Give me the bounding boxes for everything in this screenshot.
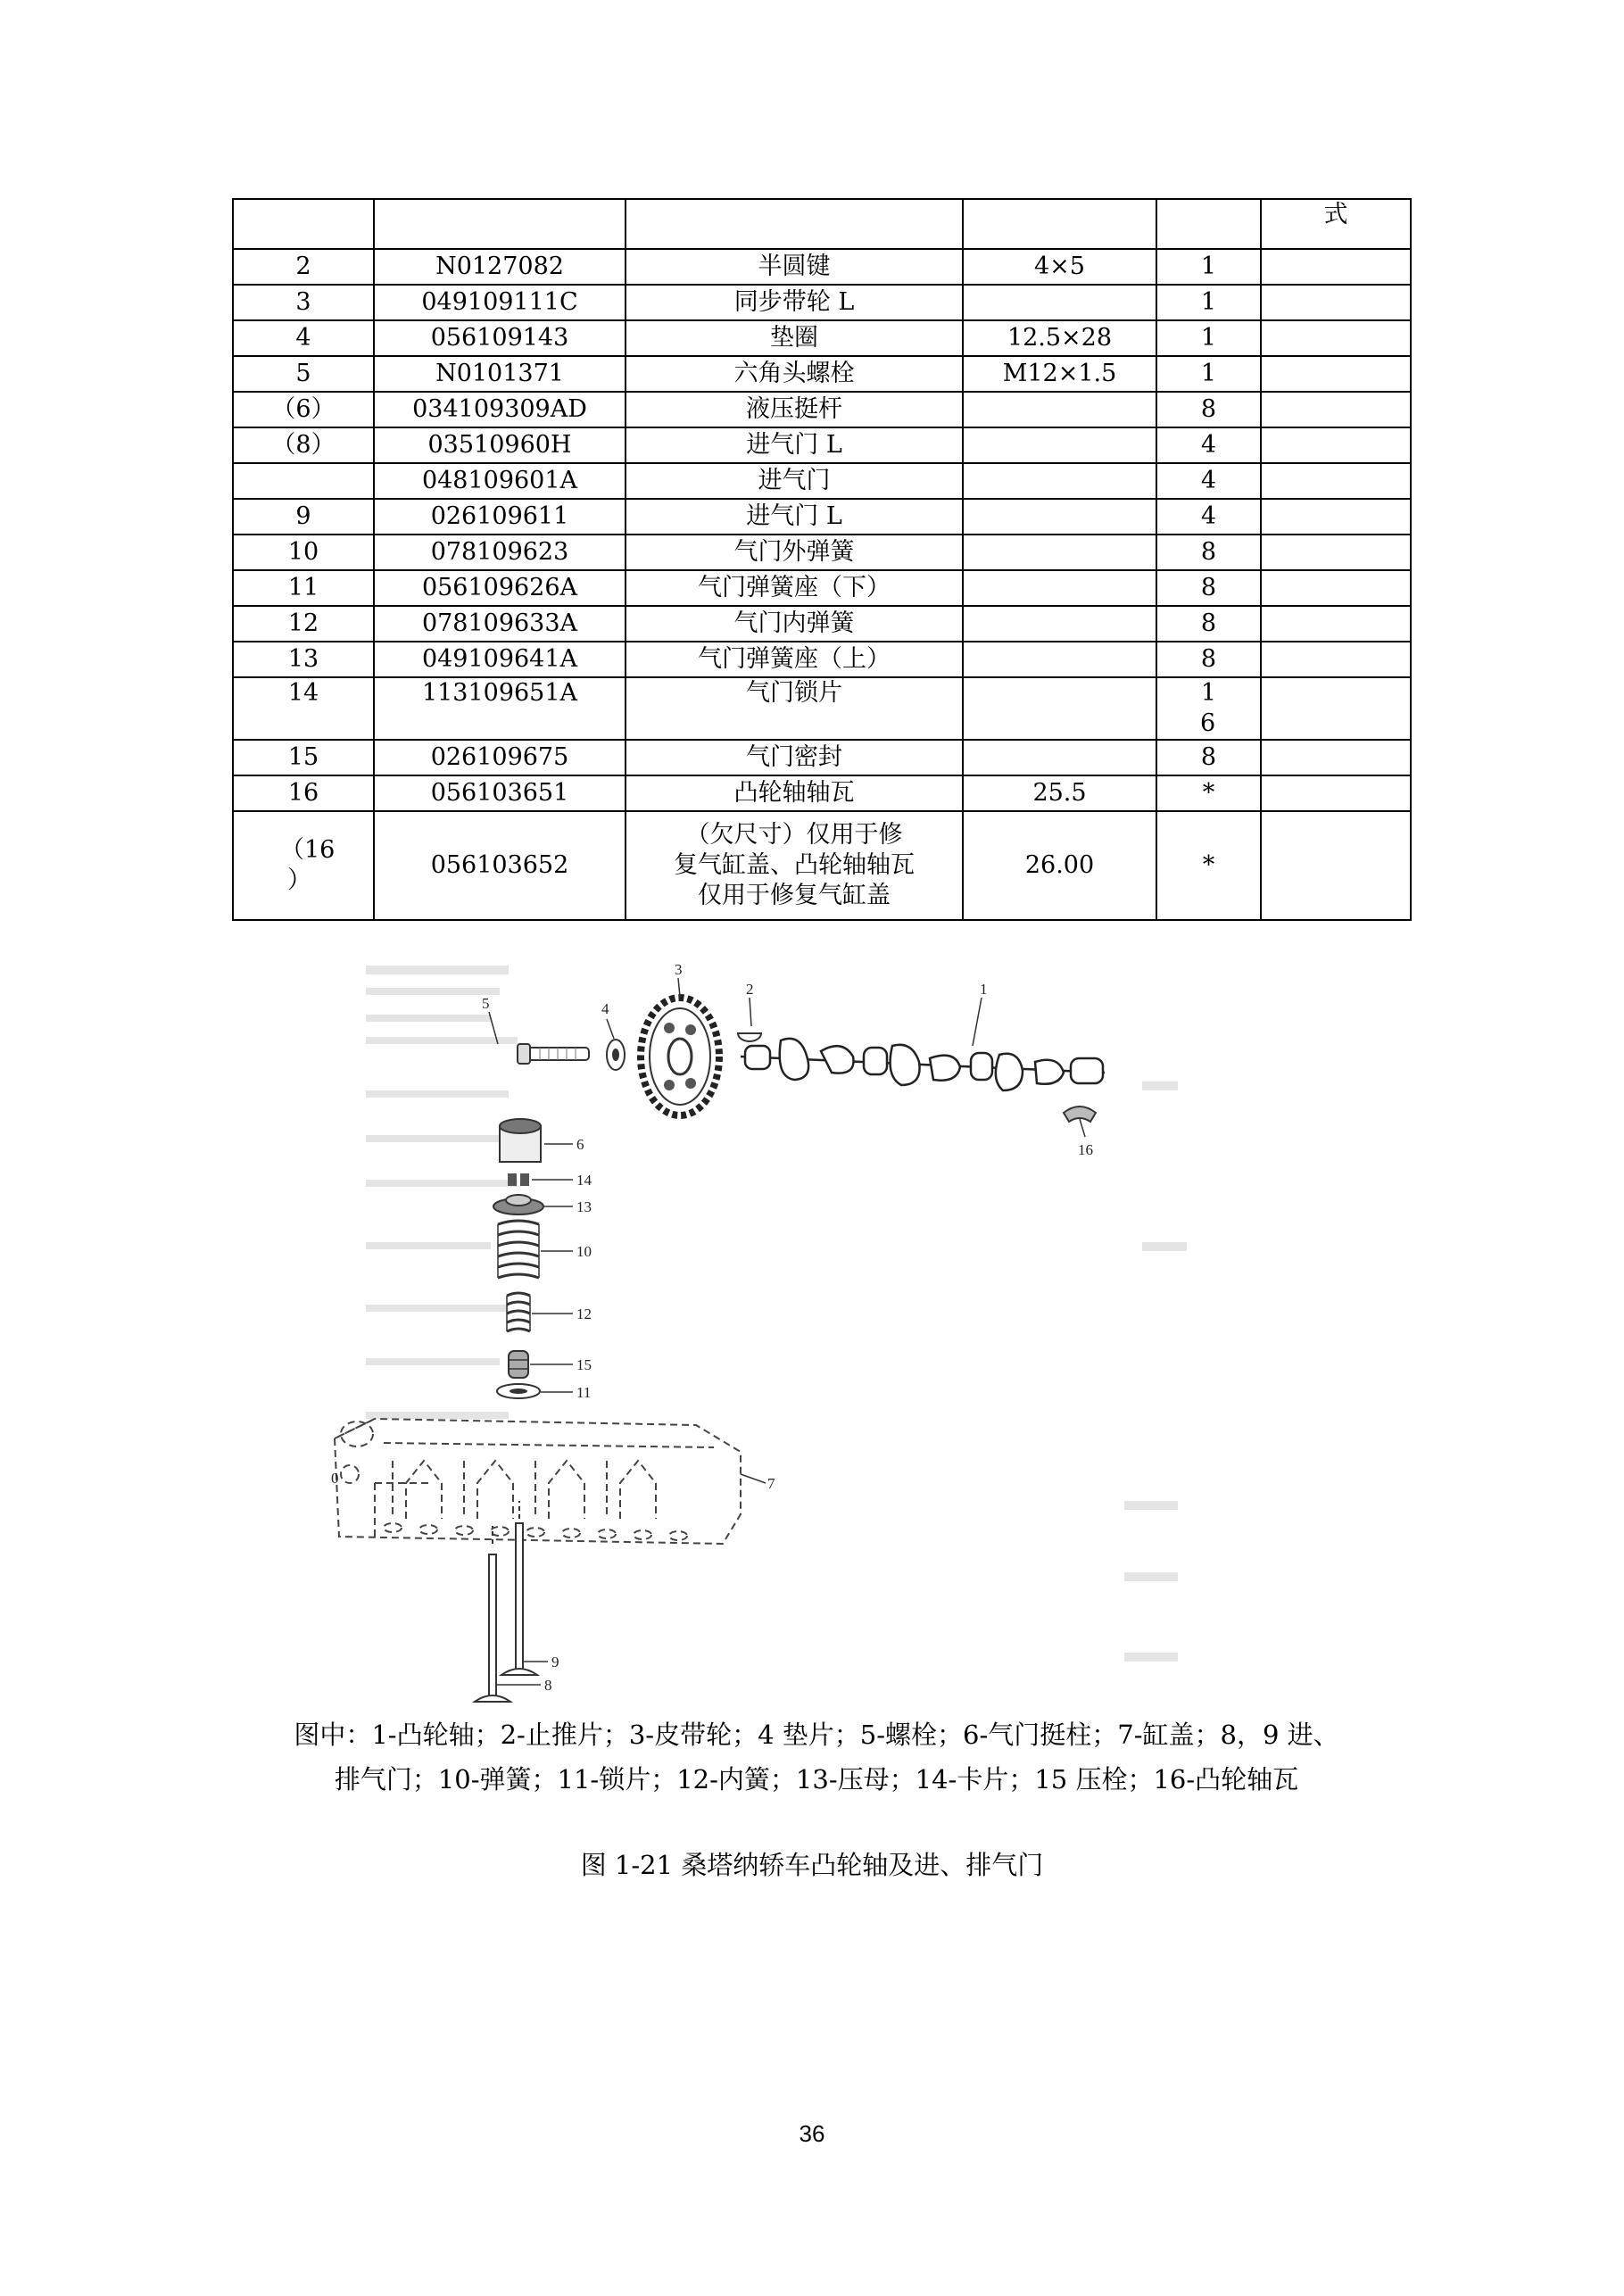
part-name: 气门弹簧座（下）: [626, 570, 963, 606]
part-name: [626, 811, 963, 920]
table-row: [233, 463, 1411, 499]
note: [1261, 356, 1411, 392]
part-number: 056103652: [374, 811, 626, 920]
part-name-line: 仅用于修复气缸盖: [698, 882, 891, 909]
part-name: 半圆键: [626, 249, 963, 285]
note: [1261, 811, 1411, 920]
part-number: 049109111C: [374, 285, 626, 320]
callout-label: 1: [980, 981, 988, 998]
spec: 12.5×28: [963, 320, 1156, 356]
lower-spring-seat: [497, 1384, 540, 1398]
quantity: 4: [1156, 463, 1261, 499]
quantity: 1: [1156, 249, 1261, 285]
item-no: （6）: [233, 392, 374, 427]
header-cell: [626, 199, 963, 249]
page-number: 36: [799, 2120, 825, 2147]
item-no: [233, 463, 374, 499]
part-number: 056109143: [374, 320, 626, 356]
part-name: 垫圈: [626, 320, 963, 356]
part-name-line: （欠尺寸）仅用于修: [685, 821, 903, 849]
parts-table: [232, 198, 1412, 921]
item-no: 2: [233, 249, 374, 285]
part-number: N0101371: [374, 356, 626, 392]
spec: [963, 677, 1156, 740]
item-no: 16: [233, 775, 374, 811]
callout-label: 2: [746, 981, 754, 998]
item-no: 9: [233, 499, 374, 535]
table-row: [233, 535, 1411, 570]
note: [1261, 249, 1411, 285]
part-number: 113109651A: [374, 677, 626, 740]
callout-label: 12: [576, 1305, 592, 1322]
quantity-line: 6: [1200, 709, 1216, 737]
figure-title: 图 1-21 桑塔纳轿车凸轮轴及进、排气门: [580, 1850, 1044, 1880]
item-no: 15: [233, 740, 374, 775]
item-no: 10: [233, 535, 374, 570]
quantity: 1: [1156, 356, 1261, 392]
item-no: [233, 811, 374, 920]
header-cell: [1156, 199, 1261, 249]
part-name: 进气门 L: [626, 499, 963, 535]
note: [1261, 535, 1411, 570]
callout-label: 9: [551, 1654, 559, 1670]
quantity: 8: [1156, 740, 1261, 775]
callout-label: 15: [576, 1356, 592, 1373]
callout-leaders: [489, 978, 1085, 1685]
callout-label: 7: [767, 1475, 775, 1492]
figure-legend-line: 图中：1-凸轮轴；2-止推片；3-皮带轮；4 垫片；5-螺栓；6-气门挺柱；7-缸盖；8，9 进、: [294, 1720, 1339, 1750]
callout-label: 4: [601, 1000, 609, 1017]
note: [1261, 320, 1411, 356]
quantity: 1: [1156, 285, 1261, 320]
note: [1261, 463, 1411, 499]
table-row: [233, 249, 1411, 285]
spec: 25.5: [963, 775, 1156, 811]
hydraulic-tappet: [500, 1119, 541, 1162]
table-row: [233, 392, 1411, 427]
item-no: 3: [233, 285, 374, 320]
part-name: 同步带轮 L: [626, 285, 963, 320]
part-number: 056103651: [374, 775, 626, 811]
spec: 26.00: [963, 811, 1156, 920]
exhaust-valve: [501, 1501, 537, 1675]
cylinder-head: [335, 1419, 741, 1544]
part-name: 进气门: [626, 463, 963, 499]
quantity: 8: [1156, 570, 1261, 606]
part-number: 034109309AD: [374, 392, 626, 427]
table-row: [233, 677, 1411, 740]
note: [1261, 427, 1411, 463]
callout-label: 3: [675, 961, 683, 978]
woodruff-key: [738, 1033, 761, 1041]
note: [1261, 570, 1411, 606]
part-name: 凸轮轴轴瓦: [626, 775, 963, 811]
header-cell: 式: [1261, 199, 1411, 249]
note: [1261, 775, 1411, 811]
spec: M12×1.5: [963, 356, 1156, 392]
header-cell: [374, 199, 626, 249]
header-cell: [233, 199, 374, 249]
part-name: 气门密封: [626, 740, 963, 775]
table-header-row: [233, 199, 1411, 249]
upper-spring-seat: [493, 1195, 543, 1214]
quantity: 8: [1156, 642, 1261, 677]
spec: [963, 535, 1156, 570]
spec: [963, 570, 1156, 606]
table-row: [233, 642, 1411, 677]
note: [1261, 499, 1411, 535]
spec: 4×5: [963, 249, 1156, 285]
note: [1261, 642, 1411, 677]
part-number: 026109611: [374, 499, 626, 535]
note: [1261, 606, 1411, 642]
note: [1261, 392, 1411, 427]
note: [1261, 285, 1411, 320]
part-number: 048109601A: [374, 463, 626, 499]
bolt: [518, 1044, 589, 1064]
quantity: *: [1156, 811, 1261, 920]
item-no: 14: [233, 677, 374, 740]
callout-label: 10: [576, 1243, 592, 1260]
part-number: 078109633A: [374, 606, 626, 642]
quantity: 8: [1156, 535, 1261, 570]
part-name-line: 复气缸盖、凸轮轴轴瓦: [674, 851, 915, 879]
quantity: 8: [1156, 606, 1261, 642]
table-row: [233, 811, 1411, 920]
table-row: [233, 740, 1411, 775]
valve-stem-seal: [509, 1351, 528, 1378]
callout-label: 8: [544, 1677, 552, 1694]
quantity: *: [1156, 775, 1261, 811]
spec: [963, 606, 1156, 642]
part-name: 气门内弹簧: [626, 606, 963, 642]
timing-pulley: [641, 998, 719, 1115]
item-no: 11: [233, 570, 374, 606]
table-row: [233, 427, 1411, 463]
quantity: [1156, 677, 1261, 740]
spec: [963, 427, 1156, 463]
callout-label: 14: [576, 1172, 592, 1189]
quantity: 4: [1156, 427, 1261, 463]
part-number: N0127082: [374, 249, 626, 285]
spec: [963, 642, 1156, 677]
callout-label: 16: [1078, 1141, 1093, 1158]
spec: [963, 392, 1156, 427]
quantity: 1: [1156, 320, 1261, 356]
spec: [963, 463, 1156, 499]
figure-legend-line: 排气门；10-弹簧；11-锁片；12-内簧；13-压母；14-卡片；15 压栓；16-凸轮轴瓦: [334, 1764, 1299, 1795]
part-name: 气门弹簧座（上）: [626, 642, 963, 677]
callout-label: 5: [482, 995, 490, 1012]
valve-collets: [508, 1173, 529, 1186]
spec: [963, 285, 1156, 320]
quantity-line: 1: [1200, 679, 1217, 707]
note: [1261, 740, 1411, 775]
part-number: 078109623: [374, 535, 626, 570]
header-cell: [963, 199, 1156, 249]
item-no: 12: [233, 606, 374, 642]
table-row: [233, 285, 1411, 320]
spec: [963, 499, 1156, 535]
table-row: [233, 775, 1411, 811]
table-row: [233, 356, 1411, 392]
callout-label: 13: [576, 1198, 592, 1215]
part-number: 049109641A: [374, 642, 626, 677]
table-row: [233, 320, 1411, 356]
part-name: 进气门 L: [626, 427, 963, 463]
inner-mark: 0: [331, 1470, 339, 1487]
item-no: 13: [233, 642, 374, 677]
quantity: 4: [1156, 499, 1261, 535]
note: [1261, 677, 1411, 740]
item-no: （8）: [233, 427, 374, 463]
callout-label: 11: [576, 1384, 592, 1401]
part-name: 六角头螺栓: [626, 356, 963, 392]
item-no: 4: [233, 320, 374, 356]
outer-valve-spring: [498, 1221, 539, 1278]
table-row: [233, 570, 1411, 606]
inner-valve-spring: [507, 1293, 530, 1331]
table-row: [233, 606, 1411, 642]
quantity: 8: [1156, 392, 1261, 427]
camshaft-valve-diagram: [331, 948, 1267, 1715]
item-no-line: ）: [287, 866, 311, 894]
spec: [963, 740, 1156, 775]
part-name: 气门外弹簧: [626, 535, 963, 570]
camshaft: [741, 1039, 1105, 1090]
item-no: 5: [233, 356, 374, 392]
part-number: 03510960H: [374, 427, 626, 463]
callout-label: 6: [576, 1136, 584, 1153]
part-name: 气门锁片: [626, 677, 963, 740]
washer: [607, 1040, 625, 1070]
part-number: 056109626A: [374, 570, 626, 606]
item-no-line: （16: [280, 836, 336, 864]
part-number: 026109675: [374, 740, 626, 775]
table-row: [233, 499, 1411, 535]
part-name: 液压挺杆: [626, 392, 963, 427]
